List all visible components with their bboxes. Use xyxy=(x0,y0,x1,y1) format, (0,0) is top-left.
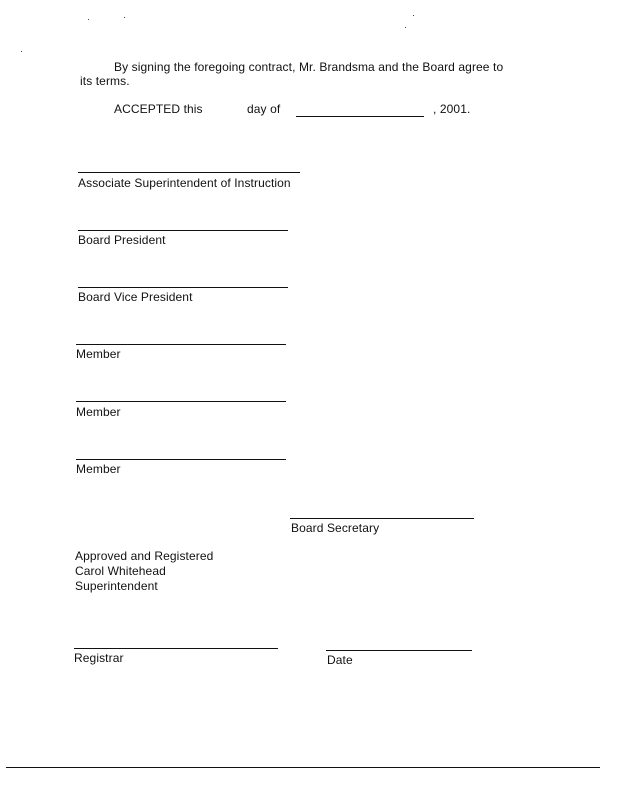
signature-line-member-3 xyxy=(76,459,286,460)
board-president-label: Board President xyxy=(78,233,166,247)
month-blank-line xyxy=(296,116,424,117)
agreement-text-line2: its terms. xyxy=(80,74,130,88)
signature-line-board-secretary xyxy=(290,518,474,519)
approved-registered-label: Approved and Registered xyxy=(75,549,214,563)
signature-line-registrar xyxy=(74,648,278,649)
associate-superintendent-label: Associate Superintendent of Instruction xyxy=(78,176,291,190)
signature-line-board-president xyxy=(78,230,288,231)
board-secretary-label: Board Secretary xyxy=(291,521,380,535)
signature-line-associate-superintendent xyxy=(78,172,300,173)
date-line xyxy=(326,650,472,651)
superintendent-title: Superintendent xyxy=(75,579,158,593)
signature-line-member-2 xyxy=(76,401,286,402)
scan-speck xyxy=(21,51,22,52)
page-bottom-rule xyxy=(6,767,600,768)
board-vice-president-label: Board Vice President xyxy=(78,290,193,304)
scan-speck xyxy=(88,19,89,20)
superintendent-name: Carol Whitehead xyxy=(75,564,166,578)
day-of-label: day of xyxy=(247,102,281,116)
member-label-1: Member xyxy=(76,347,121,361)
scan-speck xyxy=(124,17,125,18)
scan-speck xyxy=(413,15,414,16)
accepted-label: ACCEPTED this xyxy=(114,102,203,116)
member-label-3: Member xyxy=(76,462,121,476)
member-label-2: Member xyxy=(76,405,121,419)
registrar-label: Registrar xyxy=(74,651,124,665)
agreement-text-line1: By signing the foregoing contract, Mr. Brandsma and the Board agree to xyxy=(114,60,504,74)
signature-line-member-1 xyxy=(76,344,286,345)
signature-line-board-vice-president xyxy=(78,287,288,288)
scan-speck xyxy=(405,27,406,28)
year-label: , 2001. xyxy=(433,102,471,116)
date-label: Date xyxy=(327,653,353,667)
